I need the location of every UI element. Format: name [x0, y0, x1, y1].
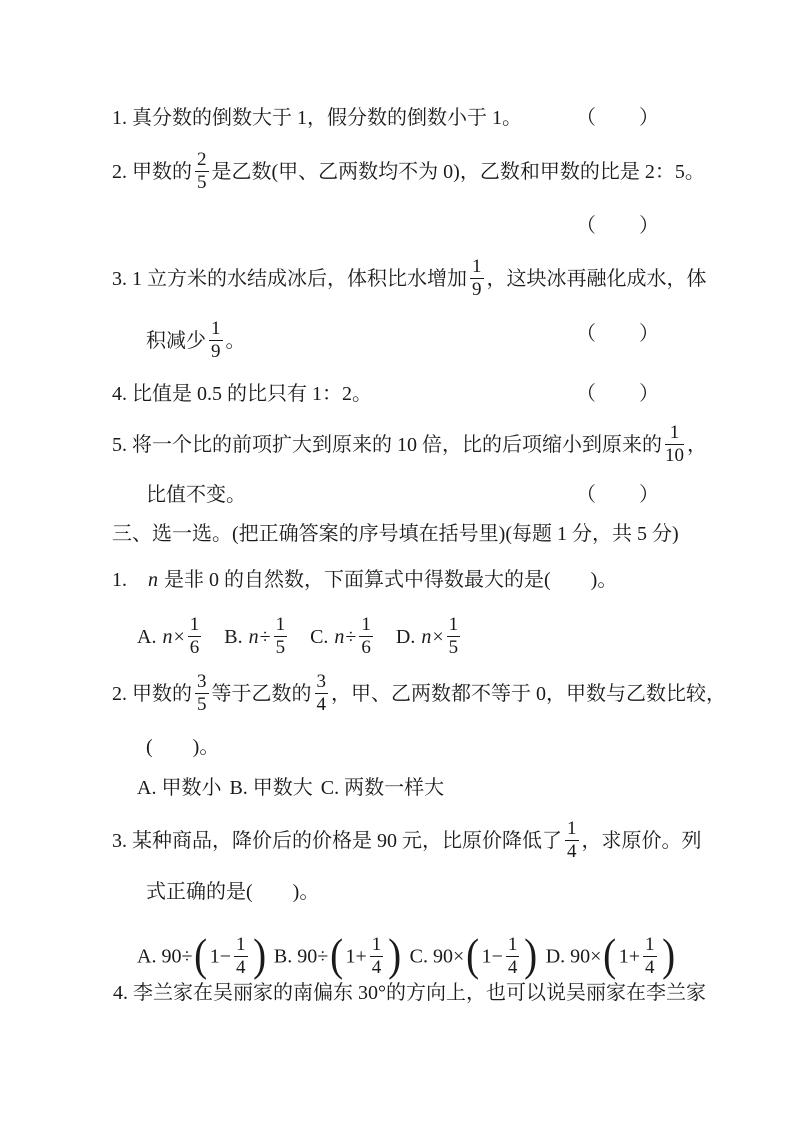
fraction: $\frac{1}{10}$: [665, 422, 684, 466]
choice-question-2-stem-line2: [146, 733, 660, 761]
big-parenthesis: ): [661, 929, 675, 980]
big-parenthesis: (: [603, 929, 617, 980]
fraction: $\frac{1}{9}$: [472, 256, 482, 300]
judge-question-4: [112, 380, 660, 408]
choice-question-1-stem-text: 1. n 是非 0 的自然数，下面算式中得数最大的是( )。: [112, 569, 618, 591]
choice-section-heading: [112, 520, 679, 548]
judge-question-3-answer-blank: （ ）: [576, 323, 660, 345]
choice-question-2-answer-blank-inline: ( )。: [146, 736, 220, 758]
judge-question-3-line2: [146, 320, 660, 365]
fraction: $\frac{1}{4}$: [567, 818, 577, 862]
choice-question-1-option-d: D. n× $\frac{1}{5}$: [395, 614, 459, 658]
choice-question-2-option-a: A. 甲数小: [137, 777, 222, 799]
big-parenthesis: (: [330, 929, 344, 980]
choice-question-2-options: [137, 774, 660, 802]
big-parenthesis: (: [466, 929, 480, 980]
choice-question-3-options: [137, 929, 675, 981]
choice-question-1-option-b: B. n÷ $\frac{1}{5}$: [224, 614, 286, 658]
big-parenthesis: (: [194, 929, 208, 980]
choice-question-2-stem-text-line1: 2. 甲数的 $\frac{3}{5}$ 等于乙数的 $\frac{3}{4}$ ，甲、乙两数都不等于 0，甲数与乙数比较，: [112, 671, 726, 715]
choice-question-3-option-b: B. 90÷( 1+ $\frac{1}{4}$ ): [273, 929, 402, 980]
fraction: $\frac{2}{5}$: [197, 149, 207, 193]
judge-question-2-answer-blank: （ ）: [576, 215, 660, 237]
judge-question-4-answer-blank: （ ）: [576, 383, 660, 405]
choice-question-2-stem-line1: [112, 671, 726, 718]
big-parenthesis: ): [524, 929, 538, 980]
choice-question-3-stem-line2: [146, 878, 660, 906]
choice-section-heading-text: 三、选一选。(把正确答案的序号填在括号里)(每题 1 分，共 5 分): [112, 523, 679, 545]
fraction: $\frac{1}{9}$: [211, 318, 221, 362]
judge-question-4-text: 4. 比值是 0.5 的比只有 1：2。: [112, 383, 372, 405]
choice-question-2-option-b: B. 甲数大: [229, 777, 313, 799]
fraction: $\frac{1}{4}$: [645, 933, 655, 978]
choice-question-3-stem-text-line2: 式正确的是( )。: [146, 881, 320, 903]
judge-question-2-line1: [112, 149, 705, 196]
judge-question-1-answer-blank: （ ）: [576, 107, 660, 129]
choice-question-1-option-c: C. n÷ $\frac{1}{6}$: [310, 614, 371, 658]
fraction: $\frac{1}{6}$: [189, 614, 200, 658]
big-parenthesis: ): [252, 929, 266, 980]
fraction: $\frac{1}{5}$: [448, 614, 459, 658]
judge-question-3-text-line1: 3. 1 立方米的水结成冰后，体积比水增加 $\frac{1}{9}$ ，这块冰再融化成水，体: [112, 256, 707, 300]
judge-question-5-line1: [112, 422, 707, 469]
judge-question-5-text-line2: 比值不变。: [146, 484, 246, 506]
fraction: $\frac{3}{4}$: [316, 671, 326, 715]
choice-question-4-stem: [113, 979, 706, 1007]
choice-question-3-option-d: D. 90×( 1+ $\frac{1}{4}$ ): [545, 929, 675, 980]
choice-question-3-option-c: C. 90×( 1− $\frac{1}{4}$ ): [409, 929, 538, 980]
choice-question-3-option-a: A. 90÷( 1− $\frac{1}{4}$ ): [137, 929, 266, 980]
judge-question-2-text: 2. 甲数的 $\frac{2}{5}$ 是乙数(甲、乙两数均不为 0)，乙数和甲数的比是 2：5。: [112, 149, 705, 193]
fraction: $\frac{3}{5}$: [197, 671, 207, 715]
choice-question-3-stem-text-line1: 3. 某种商品，降价后的价格是 90 元，比原价降低了 $\frac{1}{4}$ ，求原价。列: [112, 818, 702, 862]
choice-question-1-options: [137, 616, 660, 661]
fraction: $\frac{1}{4}$: [507, 933, 518, 978]
fraction: $\frac{1}{4}$: [236, 933, 246, 978]
judge-question-5-answer-blank: （ ）: [576, 484, 660, 506]
big-parenthesis: ): [388, 929, 402, 980]
fraction: $\frac{1}{4}$: [371, 933, 382, 978]
judge-question-3-line1: [112, 256, 707, 303]
judge-question-3-text-line2: 积减少 $\frac{1}{9}$ 。: [146, 318, 246, 362]
judge-question-5-line2: [146, 481, 660, 509]
judge-question-1-text: 1. 真分数的倒数大于 1，假分数的倒数小于 1。: [112, 107, 522, 129]
judge-question-1: [112, 104, 660, 132]
fraction: $\frac{1}{5}$: [275, 614, 286, 658]
fraction: $\frac{1}{6}$: [361, 614, 371, 658]
judge-question-5-text-line1: 5. 将一个比的前项扩大到原来的 10 倍，比的后项缩小到原来的 $\frac{1}{10}$ ，: [112, 422, 707, 466]
choice-question-1-stem: [112, 566, 660, 594]
choice-question-2-option-c: C. 两数一样大: [320, 777, 445, 799]
choice-question-1-option-a: A. n× $\frac{1}{6}$: [137, 614, 200, 658]
choice-question-3-stem-line1: [112, 818, 702, 865]
choice-question-4-stem-text: 4. 李兰家在吴丽家的南偏东 30°的方向上，也可以说吴丽家在李兰家: [113, 982, 706, 1004]
